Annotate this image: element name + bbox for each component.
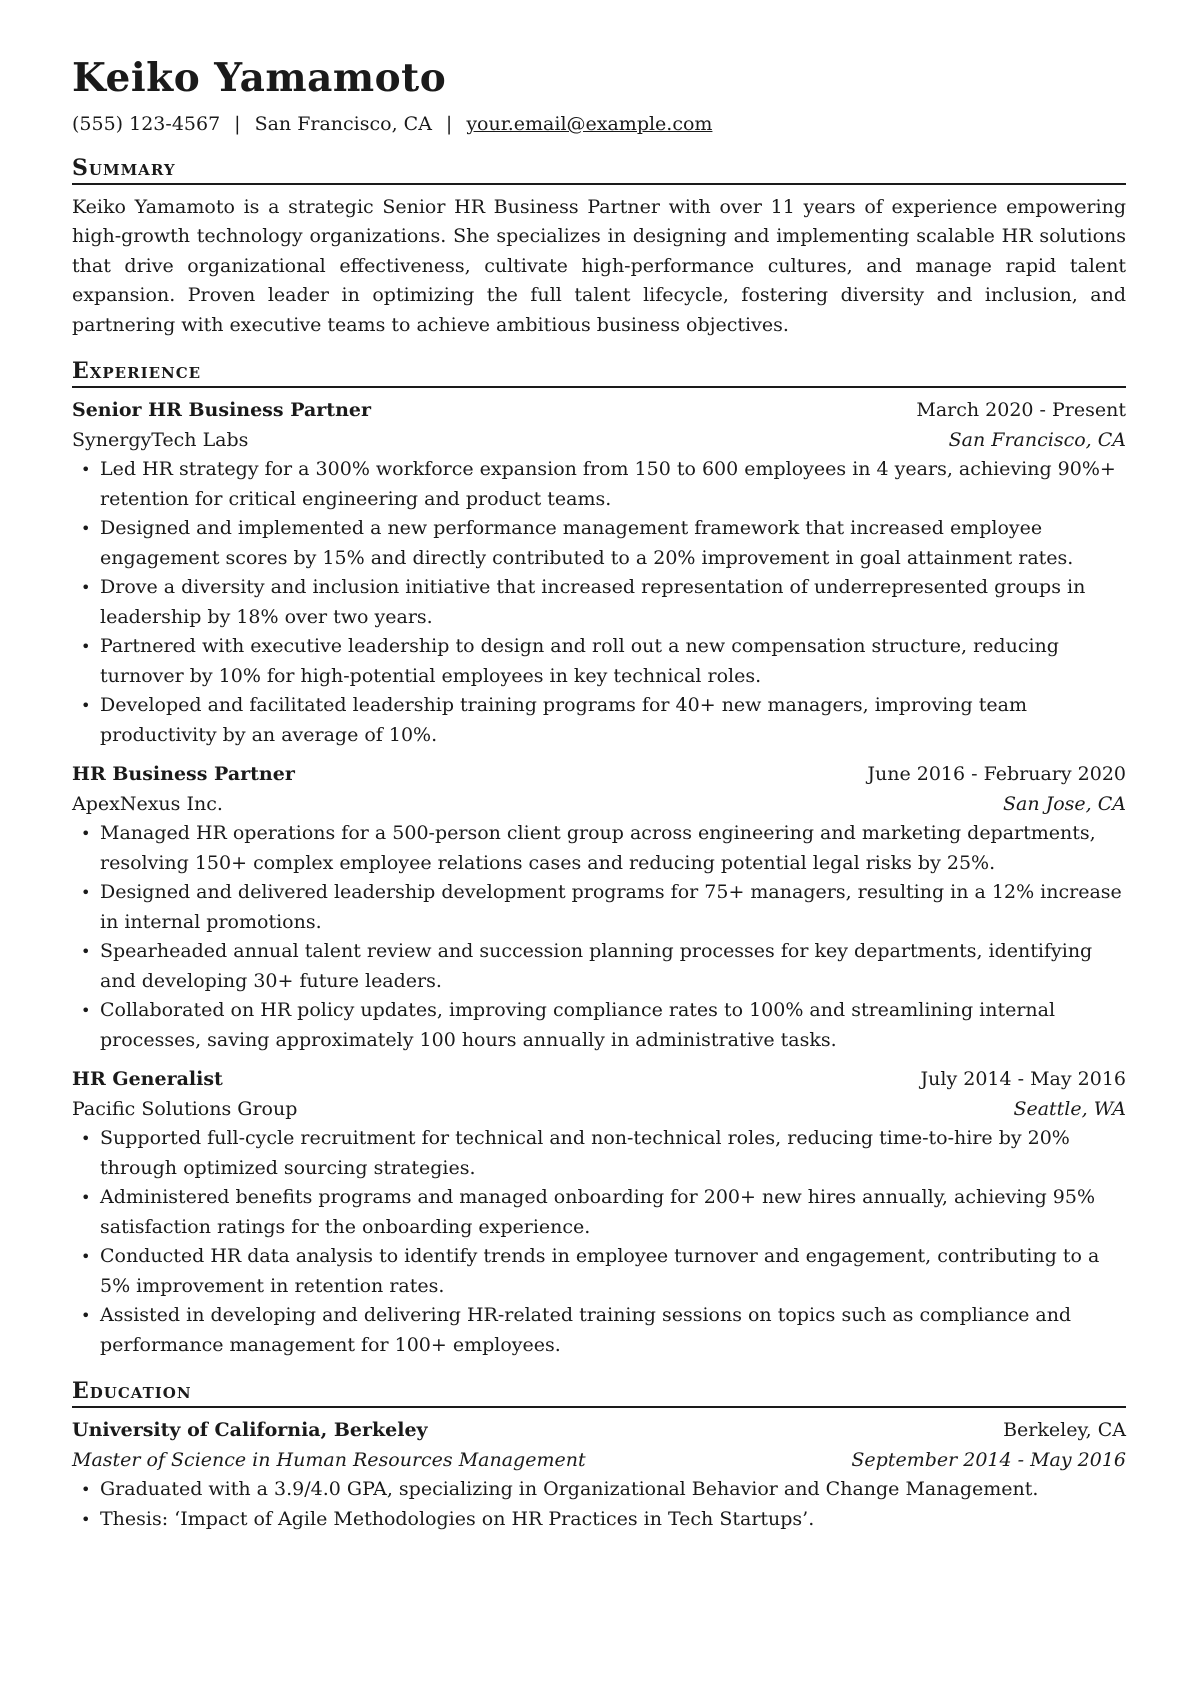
bullet-text: Conducted HR data analysis to identify trends in employee turnover and engagement, contributing to a 5% improvement in retention rates.: [100, 1245, 1100, 1297]
education-dates: September 2014 - May 2016: [851, 1448, 1126, 1471]
bullet-item: [72, 937, 1126, 996]
bullet-item: [72, 573, 1126, 632]
phone: (555) 123-4567: [72, 112, 221, 135]
education-list: [72, 1416, 1126, 1534]
bullet-text: Designed and implemented a new performance management framework that increased employee engagement scores by 15% and directly contributed to a 20% improvement in goal attainment rates.: [100, 517, 1074, 569]
bullet-item: [72, 691, 1126, 750]
bullet-item: [72, 514, 1126, 573]
job-dates: July 2014 - May 2016: [920, 1068, 1126, 1091]
job-title: HR Business Partner: [72, 763, 295, 786]
bullet-text: Developed and facilitated leadership training programs for 40+ new managers, improving team productivity by an average of 10%.: [100, 694, 1027, 746]
bullet-icon: •: [81, 519, 91, 539]
experience-entry: [72, 396, 1126, 750]
bullet-icon: •: [81, 883, 91, 903]
company-name: ApexNexus Inc.: [72, 792, 223, 815]
company-name: Pacific Solutions Group: [72, 1097, 298, 1120]
degree: Master of Science in Human Resources Management: [72, 1448, 586, 1471]
job-header-row: [72, 396, 1126, 426]
bullet-text: Designed and delivered leadership development programs for 75+ managers, resulting in a 12% increase in internal promotions.: [100, 881, 1122, 933]
bullet-icon: •: [81, 1129, 91, 1149]
separator: |: [445, 112, 453, 135]
section-title-experience: Experience: [72, 358, 1126, 388]
location: San Francisco, CA: [254, 112, 432, 135]
job-company-row: [72, 1095, 1126, 1125]
bullet-icon: •: [81, 1001, 91, 1021]
job-location: Seattle, WA: [1013, 1097, 1126, 1120]
education-entry: [72, 1416, 1126, 1534]
bullet-item: [72, 632, 1126, 691]
experience-entry: [72, 760, 1126, 1055]
bullet-icon: •: [81, 1188, 91, 1208]
experience-list: [72, 396, 1126, 1360]
experience-section: [72, 358, 1126, 1360]
job-header-row: [72, 1065, 1126, 1095]
job-location: San Francisco, CA: [948, 428, 1126, 451]
email-link[interactable]: your.email@example.com: [466, 112, 713, 135]
bullet-icon: •: [81, 942, 91, 962]
bullet-text: Administered benefits programs and managed onboarding for 200+ new hires annually, achieving 95% satisfaction ratings for the onboarding experience.: [100, 1186, 1095, 1238]
candidate-name: Keiko Yamamoto: [72, 55, 447, 101]
section-title-summary: Summary: [72, 155, 1126, 185]
school-location: Berkeley, CA: [1003, 1419, 1126, 1442]
resume: [72, 56, 1126, 1544]
bullet-text: Supported full-cycle recruitment for technical and non-technical roles, reducing time-to-hire by 20% through optimized sourcing strategies.: [100, 1127, 1070, 1179]
bullet-item: [72, 996, 1126, 1055]
job-dates: March 2020 - Present: [916, 399, 1126, 422]
bullet-item: [72, 1505, 1126, 1535]
job-header-row: [72, 760, 1126, 790]
job-bullets: [72, 455, 1126, 750]
bullet-text: Drove a diversity and inclusion initiative that increased representation of underrepresented groups in leadership by 18% over two years.: [100, 576, 1086, 628]
bullet-icon: •: [81, 1247, 91, 1267]
bullet-icon: •: [81, 578, 91, 598]
bullet-icon: •: [81, 824, 91, 844]
education-bullets: [72, 1475, 1126, 1534]
bullet-text: Led HR strategy for a 300% workforce expansion from 150 to 600 employees in 4 years, achieving 90%+ retention for critical engineering and product teams.: [100, 458, 1116, 510]
bullet-item: [72, 455, 1126, 514]
job-location: San Jose, CA: [1002, 792, 1126, 815]
bullet-item: [72, 1183, 1126, 1242]
bullet-item: [72, 1242, 1126, 1301]
bullet-text: Collaborated on HR policy updates, improving compliance rates to 100% and streamlining internal processes, saving approximately 100 hours annually in administrative tasks.: [100, 999, 1056, 1051]
bullet-icon: •: [81, 460, 91, 480]
school-name: University of California, Berkeley: [72, 1419, 428, 1442]
summary-text: Keiko Yamamoto is a strategic Senior HR Business Partner with over 11 years of experience empowering high-growth technology organizations. She specializes in designing and implementing scalable HR solutions that drive organizational effectiveness, cultivate high-performance cultures, and manage rapid talent expansion. Proven leader in optimizing the full talent lifecycle, fostering diversity and inclusion, and partnering with executive teams to achieve ambitious business objectives.: [72, 195, 1126, 336]
contact-line: [72, 111, 1126, 137]
bullet-icon: •: [81, 1480, 91, 1500]
separator: |: [234, 112, 241, 135]
bullet-text: Partnered with executive leadership to design and roll out a new compensation structure, reducing turnover by 10% for high-potential employees in key technical roles.: [100, 635, 1059, 687]
bullet-text: Spearheaded annual talent review and succession planning processes for key departments, identifying and developing 30+ future leaders.: [100, 940, 1093, 992]
job-title: HR Generalist: [72, 1068, 223, 1091]
job-company-row: [72, 790, 1126, 820]
school-row: [72, 1416, 1126, 1446]
bullet-text: Managed HR operations for a 500-person client group across engineering and marketing departments, resolving 150+ complex employee relations cases and reducing potential legal risks by 25%.: [100, 822, 1096, 874]
job-bullets: [72, 1124, 1126, 1360]
education-section: [72, 1378, 1126, 1534]
bullet-item: [72, 1124, 1126, 1183]
bullet-icon: •: [81, 637, 91, 657]
job-company-row: [72, 426, 1126, 456]
company-name: SynergyTech Labs: [72, 428, 249, 451]
bullet-item: [72, 1301, 1126, 1360]
job-bullets: [72, 819, 1126, 1055]
bullet-icon: •: [81, 1509, 91, 1529]
bullet-icon: •: [81, 1306, 91, 1326]
bullet-item: [72, 878, 1126, 937]
bullet-item: [72, 819, 1126, 878]
experience-entry: [72, 1065, 1126, 1360]
bullet-text: Assisted in developing and delivering HR-related training sessions on topics such as compliance and performance management for 100+ employees.: [100, 1304, 1072, 1356]
degree-row: [72, 1446, 1126, 1476]
bullet-text: Graduated with a 3.9/4.0 GPA, specializing in Organizational Behavior and Change Management.: [100, 1478, 1039, 1501]
bullet-icon: •: [81, 696, 91, 716]
summary-section: [72, 155, 1126, 341]
section-title-education: Education: [72, 1378, 1126, 1408]
bullet-item: [72, 1475, 1126, 1505]
job-title: Senior HR Business Partner: [72, 399, 371, 422]
job-dates: June 2016 - February 2020: [867, 763, 1126, 786]
bullet-text: Thesis: ‘Impact of Agile Methodologies on HR Practices in Tech Startups’.: [100, 1507, 815, 1530]
